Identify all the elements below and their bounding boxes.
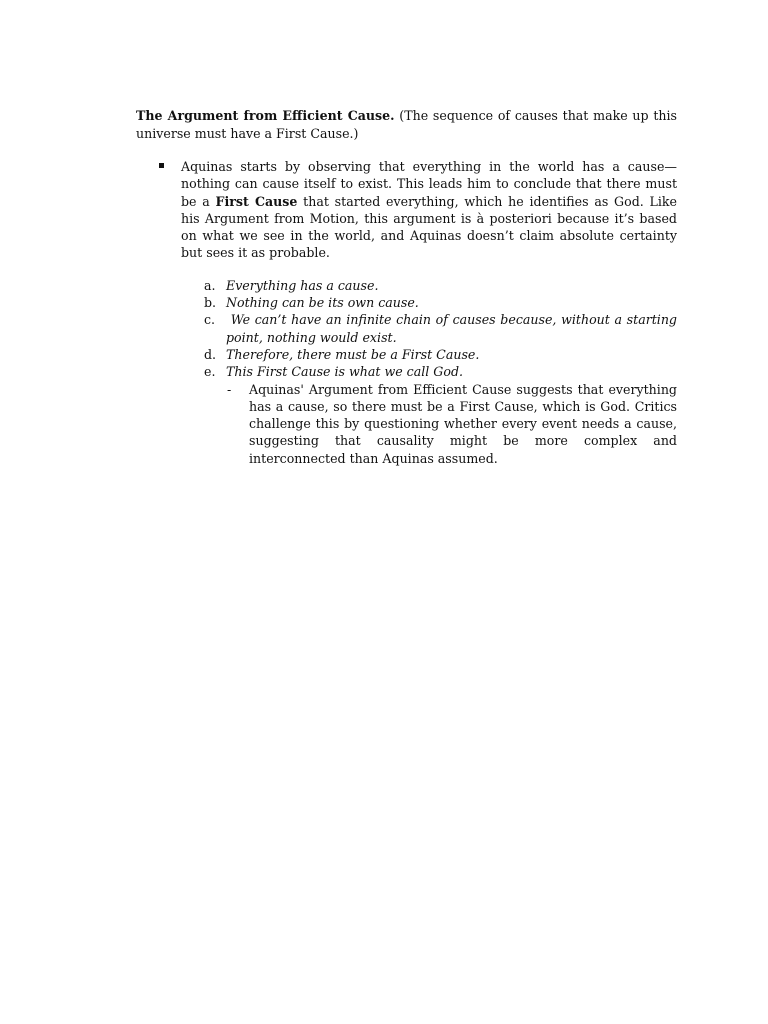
square-bullet-icon (159, 163, 164, 168)
step-marker: d. (204, 346, 217, 362)
dash-marker: - (227, 381, 232, 397)
step-text: We can’t have an infinite chain of causes because, without a starting point, nothing would exist. (226, 312, 682, 345)
argument-step-b (204, 294, 677, 311)
argument-step-c (204, 311, 682, 346)
document-page (136, 107, 682, 467)
overview-text-end: that started everything, which he identifies as God. Like his Argument from Motion, this argument is à posteriori because it’s based on what we see in the world, and Aquinas doesn’t claim absolute certainty but sees it as probable. (181, 193, 677, 261)
commentary-list (226, 381, 677, 467)
step-marker: e. (204, 364, 216, 380)
section-heading-title: The Argument from Efficient Cause. (136, 108, 395, 123)
step-text: Nothing can be its own cause. (226, 295, 419, 311)
bullet-item-overview (181, 158, 682, 467)
commentary-item (227, 381, 677, 467)
bullet-list (136, 158, 682, 467)
step-marker: a. (204, 277, 216, 293)
step-marker: b. (204, 295, 217, 311)
argument-steps-list (181, 277, 682, 467)
step-text: Therefore, there must be a First Cause. (226, 346, 480, 362)
step-text: This First Cause is what we call God. (226, 364, 464, 380)
commentary-text: Aquinas' Argument from Efficient Cause suggests that everything has a cause, so there must be a First Cause, which is God. Critics challenge this by questioning whether every event needs a cause, suggesting that causality might be more complex and interconnected than Aquinas assumed. (249, 381, 677, 466)
argument-step-e (204, 363, 677, 467)
section-heading-paragraph (136, 107, 677, 142)
argument-step-d (204, 346, 677, 363)
argument-step-a (204, 277, 677, 294)
overview-first-cause-term: First Cause (215, 193, 298, 209)
step-marker: c. (204, 312, 216, 328)
section-heading-summary: (The sequence of causes that make up this universe must have a First Cause.) (136, 108, 677, 141)
step-text: Everything has a cause. (226, 277, 379, 293)
overview-text-start: Aquinas starts by observing that everything in the world has a cause—nothing can cause itself to exist. This leads him to conclude that there must be a (181, 159, 677, 209)
